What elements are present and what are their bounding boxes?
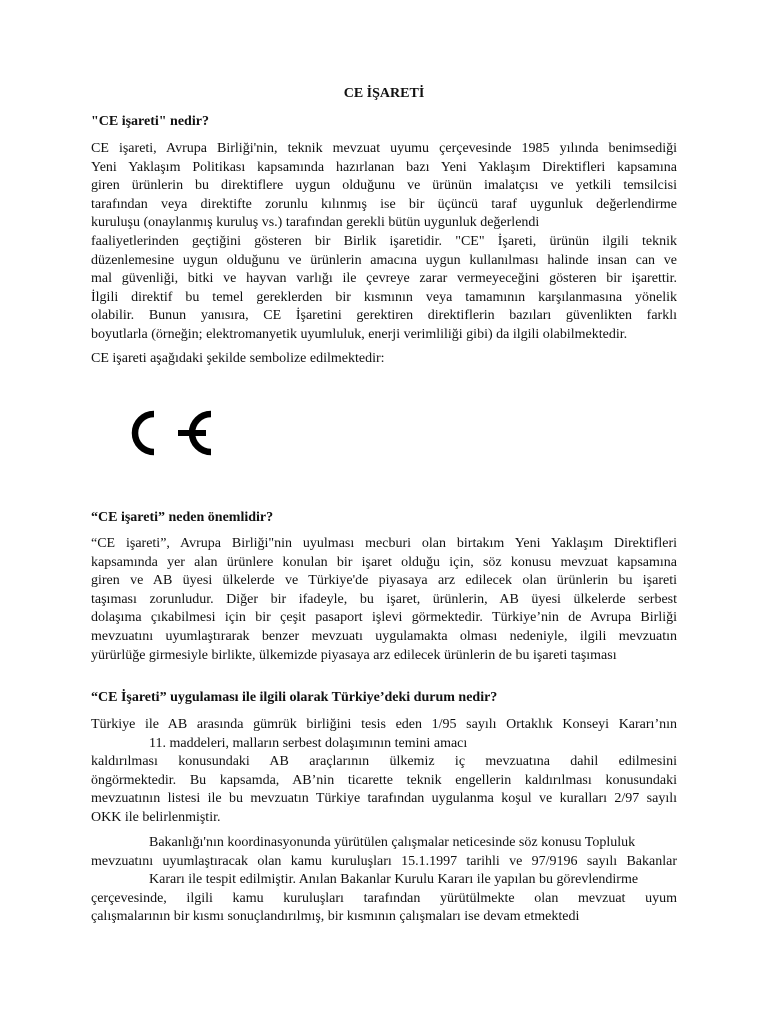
page-title: CE İŞARETİ — [343, 86, 425, 101]
text-line: Türkiye ile AB arasında gümrük birliğini tesis eden 1/95 sayılı Ortaklık Konseyi Kararı’nın — [91, 717, 677, 732]
text-line: düzenlemesine uygun olduğunu ve ürünlerin amacına uygun kullanılması halinde insan can ve — [91, 252, 677, 268]
ce-mark-icon — [115, 402, 215, 464]
text-line: İlgili direktif bu temel gereklerden bir kısmının veya tamamının karşılanmasına yönelik — [91, 289, 677, 305]
section-heading-what-is: "CE işareti" nedir? — [91, 114, 209, 129]
text-line: CE işareti, Avrupa Birliği'nin, teknik mevzuat uyumu çerçevesinde 1985 yılında benimsediği — [91, 141, 677, 156]
text-line: mevzuatını uyumlaştırarak benzer mevzuatı uygulamakta olması nedeniyle, ilgili mevzuatın — [91, 628, 677, 644]
text-line: boyutlarla (örneğin; elektromanyetik uyumluluk, enerji verimliliği gibi) da ilgili olabilmektedir. — [91, 326, 628, 342]
text-line: mevzuatının listesi ile bu mevzuatın Türkiye tarafından uygulanma koşul ve kuralları 2/97 sayılı — [91, 791, 677, 807]
text-line: kapsamında yer alan ürünlere konulan bir işaret olduğu için, söz konusu mevzuat kapsamına — [91, 554, 677, 570]
text-line: giren ürünlerin bu direktiflere uygun olduğunu ve ürünün imalatçısı ve yetkili temsilcisi — [91, 178, 677, 194]
text-line: dolaşıma çıkabilmesi için bir çeşit pasaport işlevi görmektedir. Türkiye’nin de Avrupa Birliği — [91, 610, 677, 626]
text-line: çalışmalarının bir kısmı sonuçlandırılmış, bir kısmının çalışmaları ise devam etmektedi — [91, 909, 580, 925]
ce-mark-c — [135, 414, 154, 452]
text-line: mevzuatını uyumlaştıracak olan kamu kuruluşları 15.1.1997 tarihli ve 97/9196 sayılı Bakanlar — [91, 853, 677, 869]
text-line: yürürlüğe girmesiyle birlikte, ülkemizde piyasaya arz edilecek ürünlerin de bu işareti taşıması — [91, 647, 617, 663]
text-line: taşıması zorunludur. Diğer bir ifadeyle, bu işaret, ürünlerin, AB üyesi ülkelerde serbest — [91, 591, 677, 607]
text-line: 11. maddeleri, malların serbest dolaşımının temini amacı — [149, 735, 468, 751]
section-heading-turkey-status: “CE İşareti” uygulaması ile ilgili olarak Türkiye’deki durum nedir? — [91, 690, 498, 705]
text-line: “CE işareti”, Avrupa Birliği"nin uyulması mecburi olan birtakım Yeni Yaklaşım Direktifleri — [91, 536, 677, 551]
text-line: faaliyetlerinden geçtiğini gösteren bir Birlik işaretidir. "CE" İşareti, ürünün ilgili teknik — [91, 233, 677, 249]
text-line: öngörmektedir. Bu kapsamda, AB’nin ticarette teknik engellerin kaldırılması konusundaki — [91, 772, 677, 788]
text-line: CE işareti aşağıdaki şekilde sembolize edilmektedir: — [91, 351, 385, 366]
paragraph-ministry-coordination — [91, 834, 677, 927]
paragraph-turkey-status — [91, 716, 677, 828]
text-line: OKK ile belirlenmiştir. — [91, 809, 221, 825]
text-line: mal güvenliği, bitki ve hayvan varlığı ile çevreye zarar vermeyeceğini gösteren bir işarettir. — [91, 271, 677, 287]
text-line: giren ve AB üyesi ülkelerde ve Türkiye'de piyasaya arz edilecek olan ürünlerin bu işareti — [91, 573, 677, 589]
section-heading-why-important: “CE işareti” neden önemlidir? — [91, 510, 274, 525]
text-line: Kararı ile tespit edilmiştir. Anılan Bakanlar Kurulu Kararı ile yapılan bu görevlendirme — [149, 872, 639, 888]
paragraph-why-important — [91, 535, 677, 665]
text-line: Yeni Yaklaşım Politikası kapsamında hazırlanan bazı Yeni Yaklaşım Direktifleri kapsamına — [91, 159, 677, 175]
text-line: kuruluşu (onaylanmış kuruluş vs.) tarafından gerekli bütün uygunluk değerlendi — [91, 215, 540, 231]
text-line: olabilir. Bunun yanısıra, CE İşaretini gerektiren direktiflerin bazıları güvenlikten farklı — [91, 308, 677, 324]
paragraph-what-is — [91, 140, 677, 345]
text-line: kaldırılması konusundaki AB araçlarının ülkemiz iç mevzuatına dahil edilmesini — [91, 754, 677, 770]
text-line: çerçevesinde, ilgili kamu kuruluşları tarafından yürütülmekte olan mevzuat uyum — [91, 890, 677, 906]
text-line: tarafından veya direktifte zorunlu kılınmış ise bir üçüncü taraf uygunluk değerlendirme — [91, 196, 677, 212]
text-line: Bakanlığı'nın koordinasyonunda yürütülen çalışmalar neticesinde söz konusu Topluluk — [149, 835, 636, 850]
paragraph-ce-symbol-intro — [91, 350, 677, 369]
